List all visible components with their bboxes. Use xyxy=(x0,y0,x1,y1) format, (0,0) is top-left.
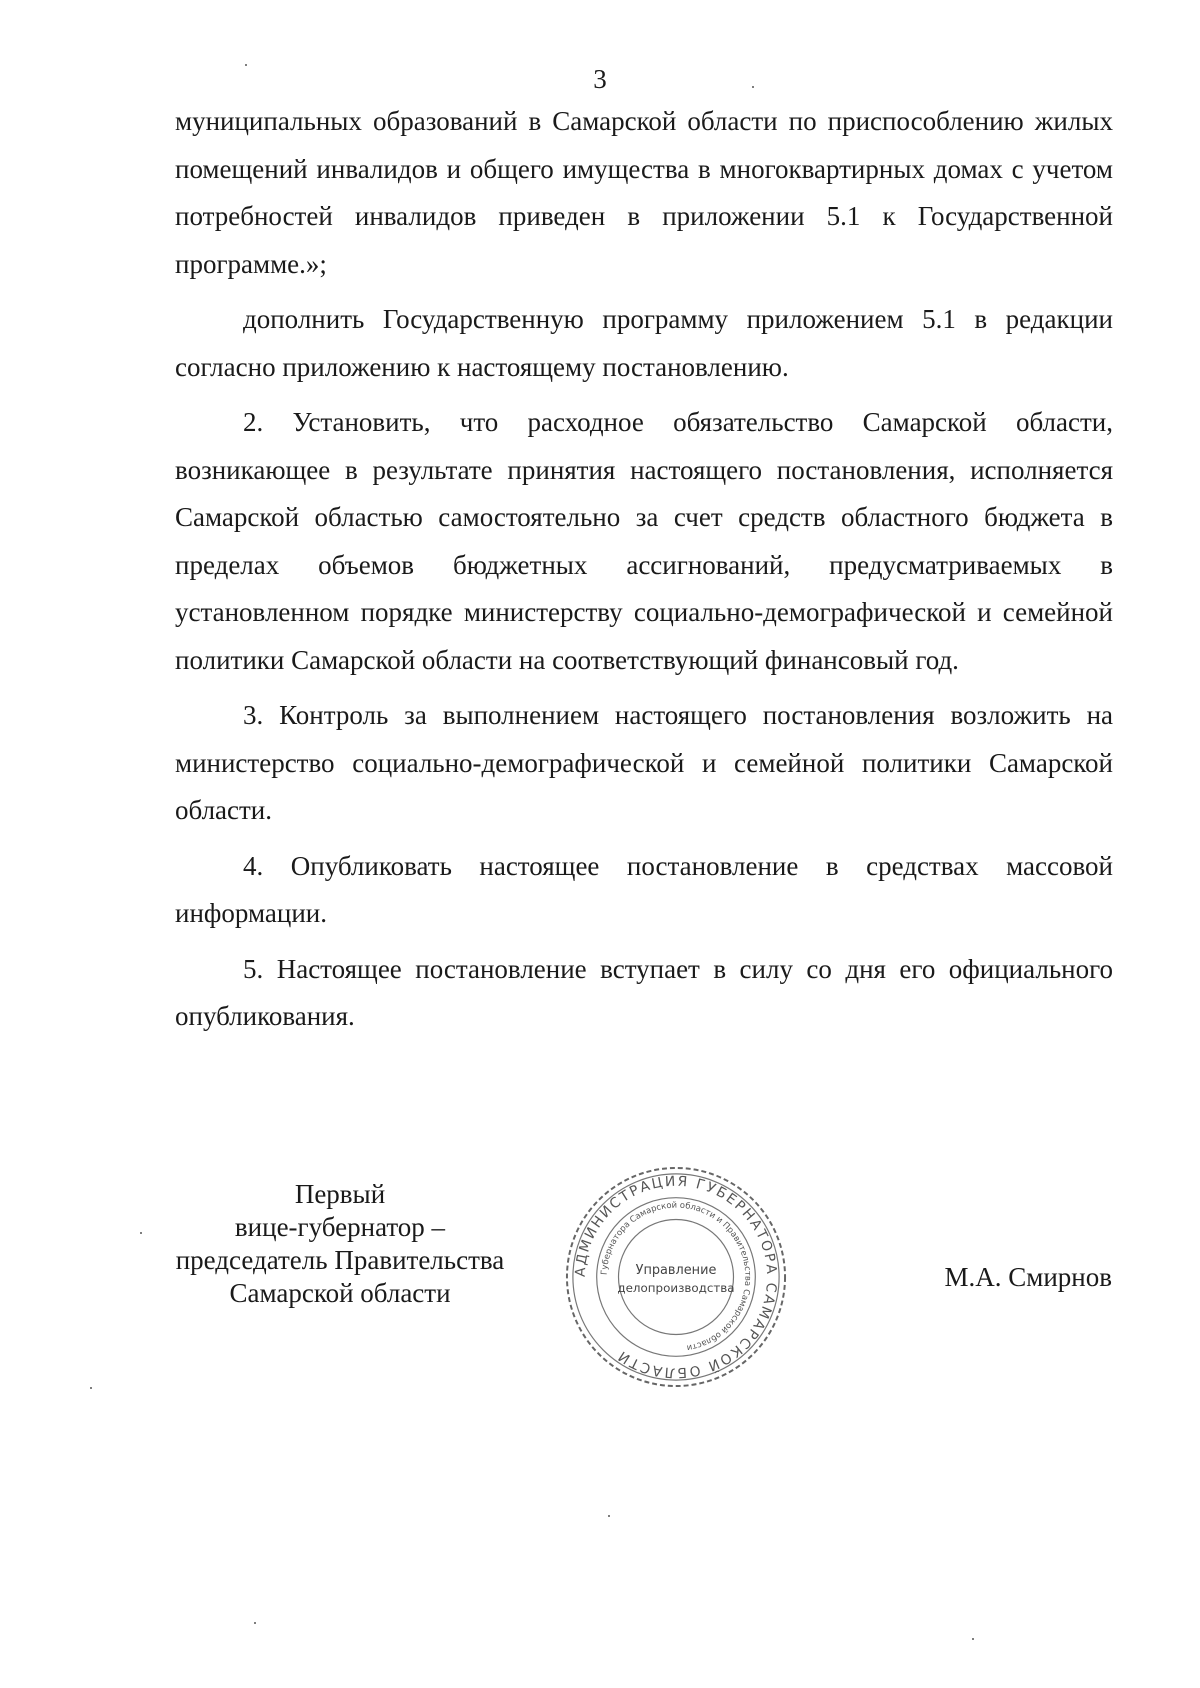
scan-speck xyxy=(245,64,247,66)
scan-speck xyxy=(140,1232,142,1234)
position-line: вице-губернатор – xyxy=(234,1212,446,1242)
scan-speck xyxy=(608,1515,610,1517)
document-body xyxy=(175,98,1113,1049)
seal-outer-text: АДМИНИСТРАЦИЯ ГУБЕРНАТОРА САМАРСКОЙ ОБЛАСТИ xyxy=(572,1173,780,1381)
seal-center-line-1: Управление xyxy=(635,1263,717,1279)
position-line: Первый xyxy=(294,1179,386,1209)
scan-speck xyxy=(90,1387,92,1389)
paragraph-continuation: муниципальных образований в Самарской области по приспособлению жилых помещений инвалидов и общего имущества в многоквартирных домах с учетом потребностей инвалидов приведен в приложении 5.1 к Государственной программе.»; xyxy=(175,106,1113,279)
paragraph-item-4: 4. Опубликовать настоящее постановление в средствах массовой информации. xyxy=(175,850,1113,928)
signatory-name: М.А. Смирнов xyxy=(944,1262,1112,1292)
seal-inner-text: Губернатора Самарской области и Правительства Самарской области xyxy=(598,1199,754,1354)
page-number: 3 xyxy=(593,64,607,94)
official-seal-stamp xyxy=(562,1163,790,1391)
position-line: председатель Правительства xyxy=(175,1245,505,1275)
paragraph-item-2: 2. Установить, что расходное обязательство Самарской области, возникающее в результате принятия настоящего постановления, исполняется Самарской областью самостоятельно за счет средств областного бюджета в пределах объемов бюджетных ассигнований, предусматриваемых в установленном порядке министерству социально-демографической и семейной политики Самарской области на соответствующий финансовый год. xyxy=(175,407,1113,675)
position-line: Самарской области xyxy=(229,1278,451,1308)
signatory-position xyxy=(165,1178,515,1310)
seal-center-line-2: делопроизводства xyxy=(617,1280,735,1295)
scan-speck xyxy=(752,86,754,88)
scan-speck xyxy=(254,1622,256,1624)
paragraph-item-5: 5. Настоящее постановление вступает в силу со дня его официального опубликования. xyxy=(175,953,1113,1031)
paragraph-amendment: дополнить Государственную программу приложением 5.1 в редакции согласно приложению к настоящему постановлению. xyxy=(175,304,1113,382)
paragraph-item-3: 3. Контроль за выполнением настоящего постановления возложить на министерство социально-демографической и семейной политики Самарской области. xyxy=(175,700,1113,825)
scan-speck xyxy=(972,1638,974,1640)
